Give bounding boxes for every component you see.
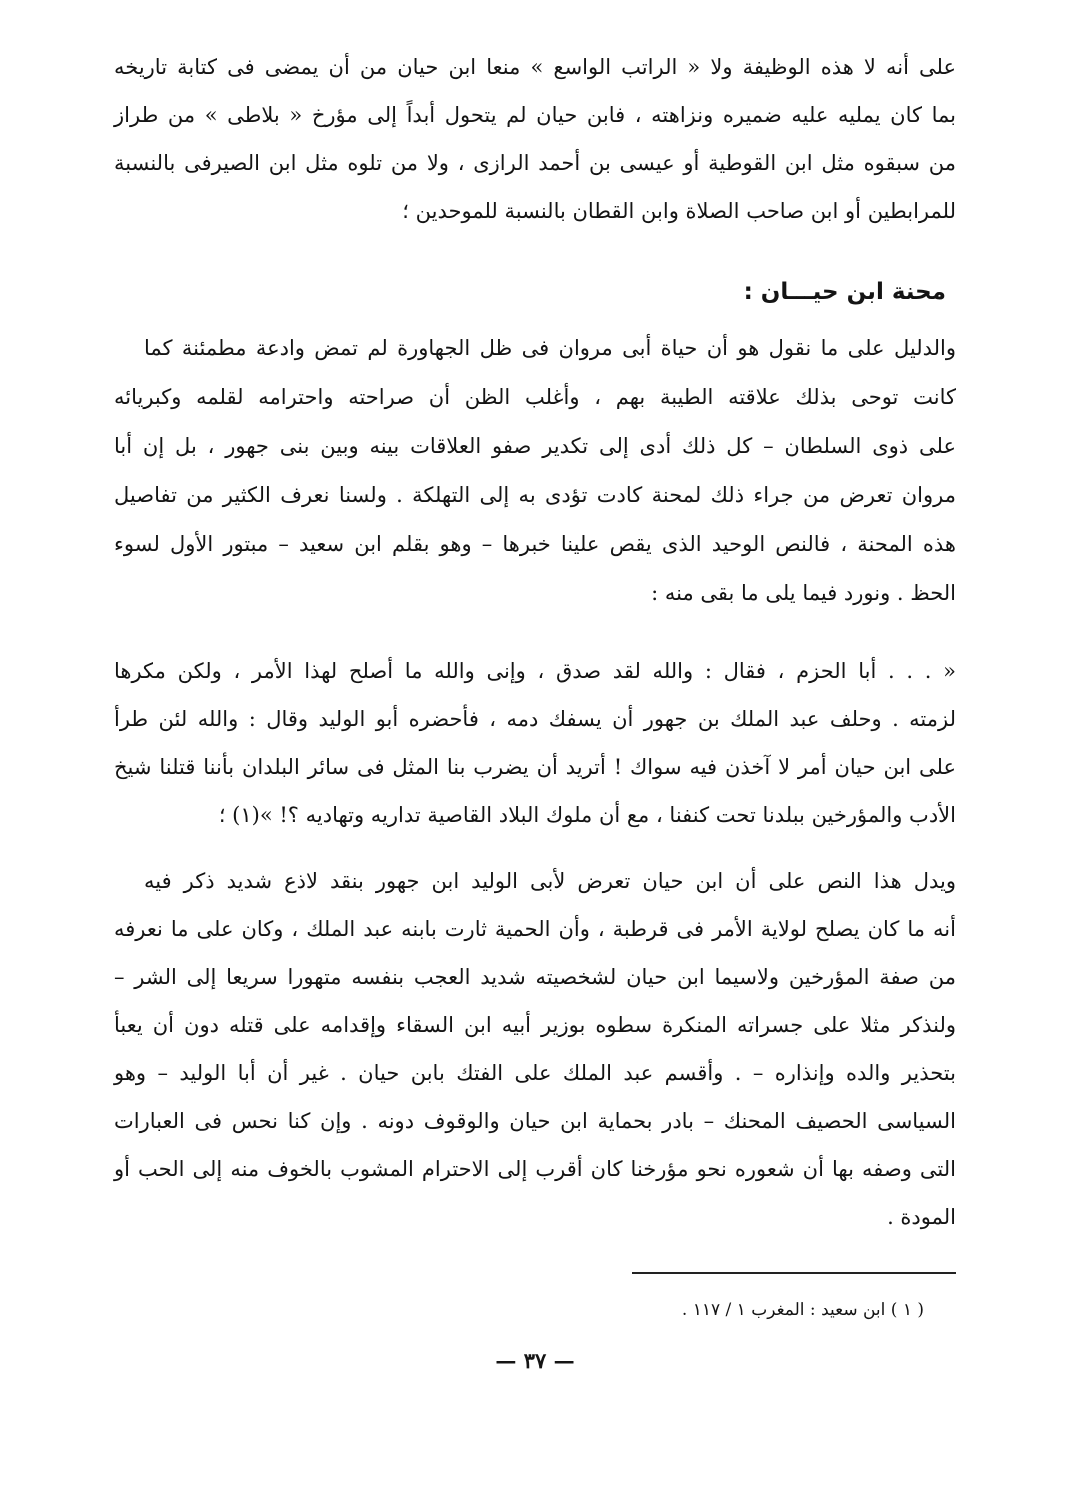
footnote: ( ١ ) ابن سعيد : المغرب ١ / ١١٧ . bbox=[681, 1300, 924, 1320]
quote-line: الأدب والمؤرخين ببلدنا تحت كنفنا ، مع أن ملوك البلاد القاصية تداريه وتهاديه ؟! »(١) ؛ bbox=[218, 803, 956, 827]
quote-line: « . . . أبا الحزم ، فقال : والله لقد صدق ، وإنى والله ما أصلح لهذا الأمر ، ولكن مكرها bbox=[114, 659, 956, 683]
body-line: على أنه لا هذه الوظيفة ولا « الراتب الواسع » منعا ابن حيان من أن يمضى فى كتابة تاريخه bbox=[114, 55, 956, 79]
body-line: ويدل هذا النص على أن ابن حيان تعرض لأبى الوليد ابن جهور بنقد لاذع شديد ذكر فيه bbox=[144, 869, 956, 893]
body-line: هذه المحنة ، فالنص الوحيد الذى يقص علينا خبرها – وهو بقلم ابن سعيد – مبتور الأول لسوء bbox=[114, 532, 956, 556]
body-line: من سبقوه مثل ابن القوطية أو عيسى بن أحمد الرازى ، ولا من تلوه مثل ابن الصيرفى بالنسبة bbox=[114, 151, 956, 175]
body-line: السياسى الحصيف المحنك – بادر بحماية ابن حيان والوقوف دونه . وإن كنا نحس فى العبارات bbox=[114, 1109, 956, 1133]
section-heading: محنة ابن حيـــان : bbox=[743, 279, 946, 305]
page-number: — ٣٧ — bbox=[495, 1348, 575, 1373]
quote-line: على ابن حيان أمر لا آخذن فيه سواك ! أتريد أن يضرب بنا المثل فى سائر البلدان بأننا قتلنا شيخ bbox=[114, 755, 956, 779]
body-line: للمرابطين أو ابن صاحب الصلاة وابن القطان بالنسبة للموحدين ؛ bbox=[402, 199, 956, 223]
body-line: الحظ . ونورد فيما يلى ما بقى منه : bbox=[651, 581, 956, 605]
body-line: أنه ما كان يصلح لولاية الأمر فى قرطبة ، وأن الحمية ثارت بابنه عبد الملك ، وكان على ما نعرفه bbox=[114, 917, 956, 941]
body-line: من صفة المؤرخين ولاسيما ابن حيان لشخصيته شديد العجب بنفسه متهورا سريعا إلى الشر – bbox=[114, 965, 956, 989]
body-line: والدليل على ما نقول هو أن حياة أبى مروان فى ظل الجهاورة لم تمض وادعة مطمئنة كما bbox=[144, 336, 956, 360]
body-line: التى وصفه بها أن شعوره نحو مؤرخنا كان أقرب إلى الاحترام المشوب بالخوف منه إلى الحب أو bbox=[114, 1157, 956, 1181]
body-line: مروان تعرض من جراء ذلك لمحنة كادت تؤدى به إلى التهلكة . ولسنا نعرف الكثير من تفاصيل bbox=[114, 483, 956, 507]
footnote-divider bbox=[632, 1272, 956, 1274]
quote-line: لزمته . وحلف عبد الملك بن جهور أن يسفك دمه ، فأحضره أبو الوليد وقال : والله لئن طرأ bbox=[114, 707, 956, 731]
body-line: بتحذير والده وإنذاره – . وأقسم عبد الملك على الفتك بابن حيان . غير أن أبا الوليد – وهو bbox=[114, 1061, 956, 1085]
body-line: على ذوى السلطان – كل ذلك أدى إلى تكدير صفو العلاقات بينه وبين بنى جهور ، بل إن أبا bbox=[114, 434, 956, 458]
body-line: المودة . bbox=[887, 1205, 956, 1229]
body-line: بما كان يمليه عليه ضميره ونزاهته ، فابن حيان لم يتحول أبداً إلى مؤرخ « بلاطى » من طراز bbox=[114, 103, 956, 127]
body-line: ولنذكر مثلا على جسراته المنكرة سطوه بوزير أبيه ابن السقاء وإقدامه على قتله دون أن يعبأ bbox=[114, 1013, 956, 1037]
body-line: كانت توحى بذلك علاقته الطيبة بهم ، وأغلب الظن أن صراحته واحترامه لقلمه وكبريائه bbox=[114, 385, 956, 409]
